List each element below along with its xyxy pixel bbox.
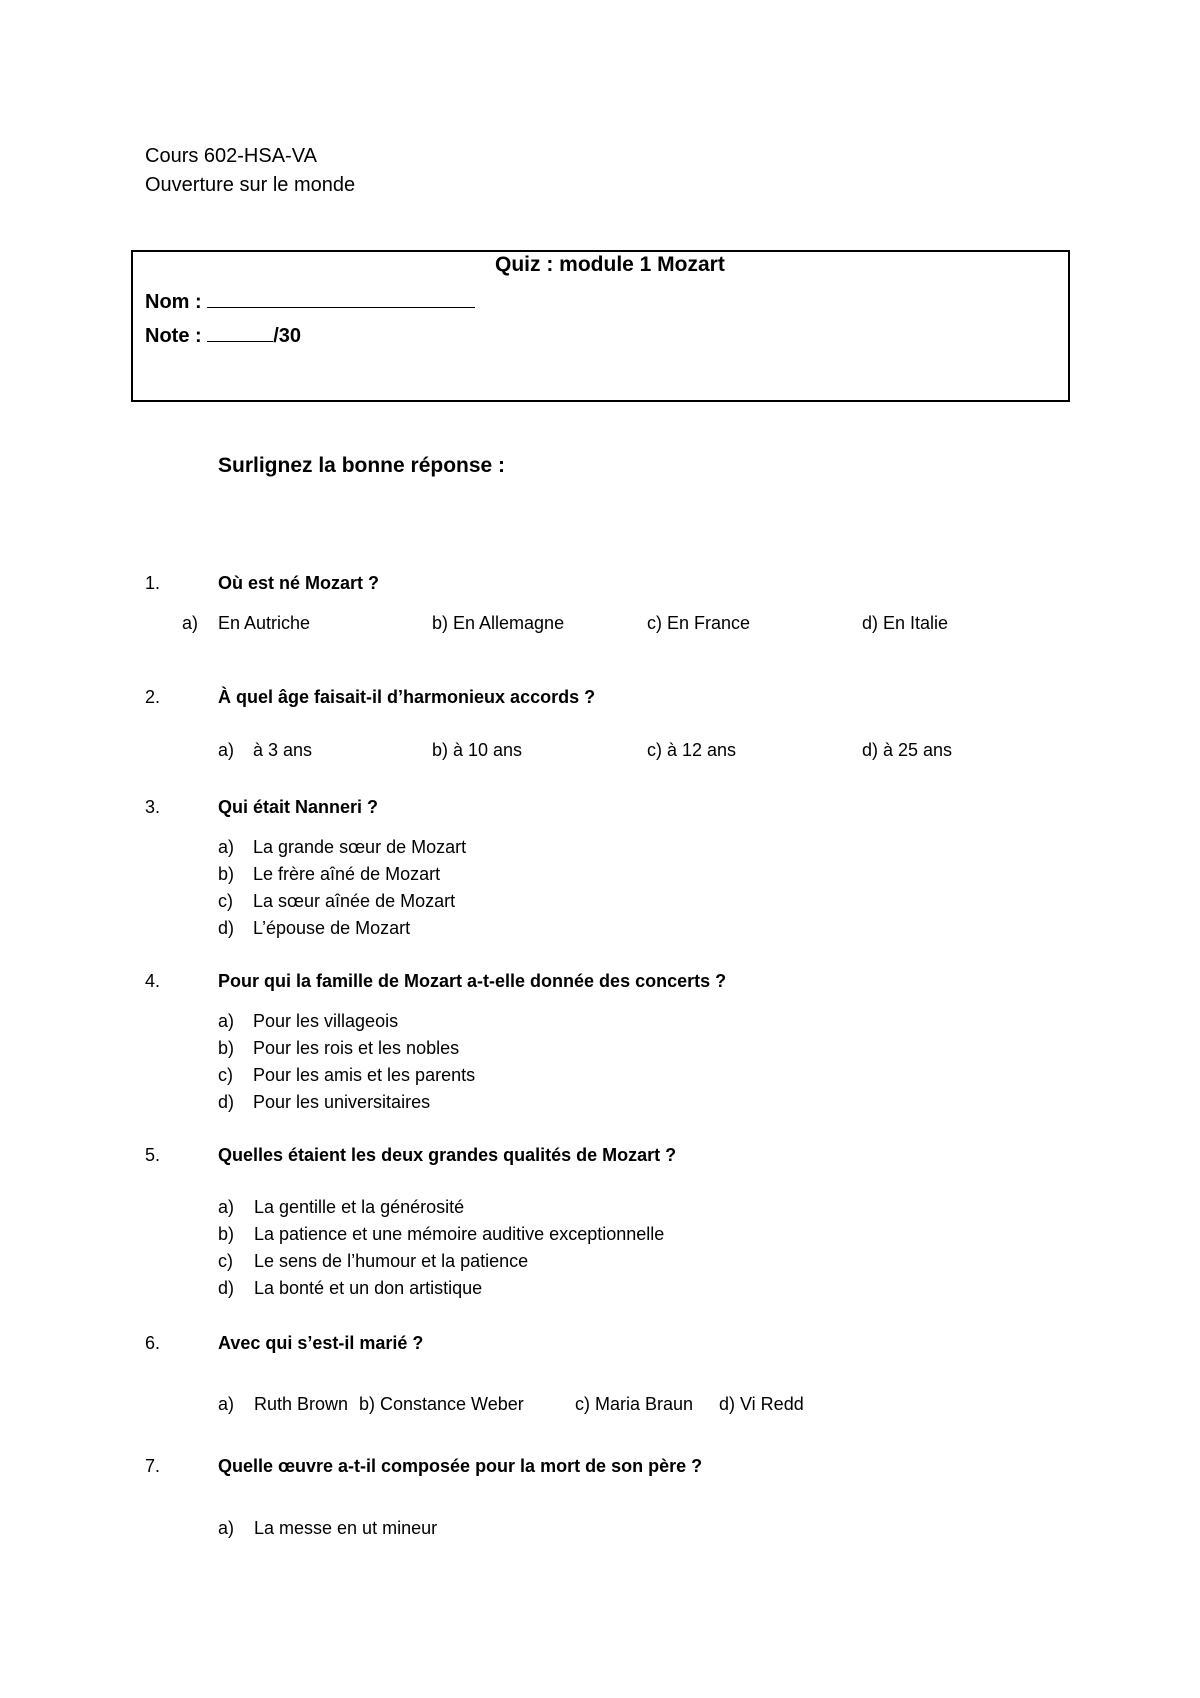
question-number: 5. — [145, 1145, 161, 1165]
grade-label: Note : — [145, 325, 202, 347]
question-number: 6. — [145, 1333, 161, 1353]
option-c[interactable]: La sœur aînée de Mozart — [253, 891, 456, 911]
option-a[interactable]: Pour les villageois — [253, 1011, 399, 1031]
question-text: Où est né Mozart ? — [218, 573, 380, 593]
question-text: Qui était Nanneri ? — [218, 797, 379, 817]
option-letter: d) — [218, 918, 235, 938]
option-letter: b) — [218, 1038, 235, 1058]
course-code: Cours 602-HSA-VA — [145, 145, 317, 167]
option-c[interactable]: c) Maria Braun — [575, 1394, 694, 1414]
option-letter: a) — [218, 1394, 235, 1414]
option-c[interactable]: Le sens de l’humour et la patience — [254, 1251, 529, 1271]
option-letter: a) — [218, 1518, 235, 1538]
question-text: Quelles étaient les deux grandes qualités de Mozart ? — [218, 1145, 677, 1165]
option-b[interactable]: b) En Allemagne — [432, 613, 565, 633]
grade-field — [145, 323, 301, 348]
option-a[interactable]: La messe en ut mineur — [254, 1518, 438, 1538]
option-d[interactable]: Pour les universitaires — [253, 1092, 431, 1112]
name-blank[interactable] — [207, 289, 475, 308]
option-b[interactable]: b) à 10 ans — [432, 740, 523, 760]
grade-total: /30 — [273, 325, 302, 347]
question-text: Quelle œuvre a-t-il composée pour la mort de son père ? — [218, 1456, 703, 1476]
name-field — [145, 289, 475, 314]
option-letter: d) — [218, 1092, 235, 1112]
option-c[interactable]: c) à 12 ans — [647, 740, 737, 760]
question-number: 2. — [145, 687, 161, 707]
option-d[interactable]: d) En Italie — [862, 613, 949, 633]
option-d[interactable]: d) à 25 ans — [862, 740, 953, 760]
question-number: 7. — [145, 1456, 161, 1476]
option-b[interactable]: Le frère aîné de Mozart — [253, 864, 441, 884]
option-b[interactable]: Pour les rois et les nobles — [253, 1038, 460, 1058]
option-letter: c) — [218, 1065, 233, 1085]
quiz-title: Quiz : module 1 Mozart — [495, 253, 725, 276]
option-b[interactable]: La patience et une mémoire auditive exceptionnelle — [254, 1224, 665, 1244]
question-text: Avec qui s’est-il marié ? — [218, 1333, 424, 1353]
option-a[interactable]: à 3 ans — [253, 740, 313, 760]
question-number: 3. — [145, 797, 161, 817]
question-number: 4. — [145, 971, 161, 991]
option-letter: b) — [218, 864, 235, 884]
option-letter: c) — [218, 1251, 233, 1271]
option-a[interactable]: La gentille et la générosité — [254, 1197, 465, 1217]
option-letter: a) — [218, 1197, 235, 1217]
option-letter: a) — [218, 740, 235, 760]
grade-blank[interactable] — [207, 323, 273, 342]
question-number: 1. — [145, 573, 161, 593]
option-c[interactable]: Pour les amis et les parents — [253, 1065, 476, 1085]
instruction: Surlignez la bonne réponse : — [218, 454, 506, 477]
question-text: À quel âge faisait-il d’harmonieux accords ? — [218, 687, 596, 707]
option-a[interactable]: En Autriche — [218, 613, 311, 633]
option-d[interactable]: d) Vi Redd — [719, 1394, 804, 1414]
question-text: Pour qui la famille de Mozart a-t-elle donnée des concerts ? — [218, 971, 727, 991]
option-letter: a) — [218, 837, 235, 857]
option-letter: a) — [218, 1011, 235, 1031]
option-a[interactable]: Ruth Brown — [254, 1394, 349, 1414]
option-letter: b) — [218, 1224, 235, 1244]
option-b[interactable]: b) Constance Weber — [359, 1394, 524, 1414]
course-name: Ouverture sur le monde — [145, 174, 356, 196]
option-a[interactable]: La grande sœur de Mozart — [253, 837, 467, 857]
option-letter: a) — [182, 613, 199, 633]
option-d[interactable]: La bonté et un don artistique — [254, 1278, 483, 1298]
option-d[interactable]: L’épouse de Mozart — [253, 918, 411, 938]
option-letter: d) — [218, 1278, 235, 1298]
option-c[interactable]: c) En France — [647, 613, 751, 633]
option-letter: c) — [218, 891, 233, 911]
name-label: Nom : — [145, 291, 202, 313]
